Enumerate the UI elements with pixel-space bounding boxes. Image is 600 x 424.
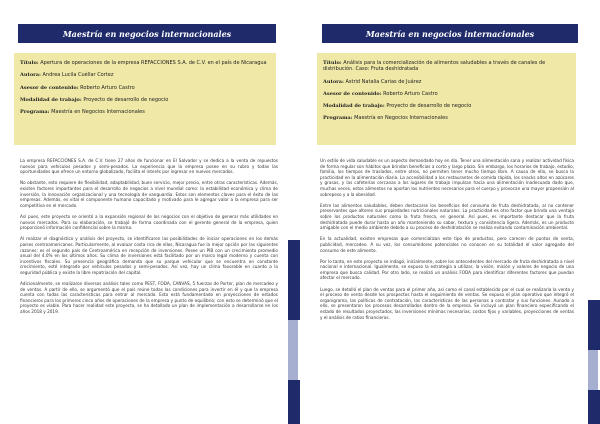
paragraph: La empresa REFACCIONES S.A. de C.V. tiene 27 años de funcionar en El Salvador y se dedica a la venta de repuestos nuevos para vehículos pesados y semi-pesados. La experiencia que la empresa posee en su rubro y todas las oportunidades que ofrece un entorno globalizado, facilita el interés por ingresar en nuevos mercados. [20,158,278,175]
decorative-bar [588,300,600,350]
paragraph: Adicionalmente, se realizaron diversos análisis tales como PEST, FODA, CANVAS, 5 fuerzas de Porter, plan de mercadeo y de ventas. A partir de ello, se argumentó que el país reúne todas las condiciones para invertir en él y que la empresa cuenta con todas las características para entrar al mercado. Esto está fundamentado en proyecciones de estados financieros para los primeros cinco años de operaciones de la empresa y punto de equilibrio; con esto se determinó que el proyecto es viable. Para hacer realidad este proyecto, se ha detallado un plan de implementación a desarrollarse en los años 2018 y 2019. [20,281,278,315]
decorative-bar [588,350,598,390]
meta-program: Programa: Maestría en Negocios Internacionales [323,115,448,122]
paragraph: Un estilo de vida saludable es un aspecto demandado hoy en día. Tener una alimentación sana y realizar actividad física de forma regular son hábitos que brindan beneficios a corto y largo plazo. Sin embargo, los horarios de trabajo, estudio, familia, los tiempos de traslados, entre otros, no permiten tener mucho tiempo libre. A causa de ello, se busca la practicidad en la alimentación diaria. La accesibilidad a los restaurantes de comida rápida, los snacks altos en azúcares y grasas, y las cafeterías cercanas a los lugares de trabajo impulsan hacia una alimentación inadecuada dado que, muchas veces, estos alimentos no aportan los nutrientes necesarios para el cuerpo y provocan una mayor propensión al sobrepeso y a la obesidad. [320,158,574,197]
meta-title: Título: Apertura de operaciones de la empresa REFACCIONES S.A. de C.V. en el país de Nicaragua [20,60,267,66]
meta-program: Programa: Maestría en Negocios Internacionales [20,109,145,116]
page-banner: Maestría en negocios internacionales [18,24,276,43]
meta-title: Título: Análisis para la comercialización de alimentos saludables a través de canales de distribución. Caso: Fruta deshidratada [323,60,546,73]
paragraph: Por lo tanto, en este proyecto se indagó, inicialmente, sobre los antecedentes del mercado de fruta deshidratada a nivel nacional e internacional. Igualmente, se expuso la estrategia a utilizar, la visión, misión y valores de negocio de una empresa que busca calidad. Por otro lado, se realizó un análisis FODA para identificar diferentes factores que puedan afectar el mercado. [320,258,574,281]
abstract-body [20,158,278,320]
meta-advisor: Asesor de contenido: Roberto Arturo Castro [20,84,135,91]
decorative-bar [288,380,300,424]
metadata-box [14,53,276,145]
decorative-bar [288,320,298,380]
paragraph: No obstante, esto requiere de flexibilidad, adaptabilidad, buen servicio, mejor precio, entre otras características. Además, existen factores importantes para el desarrollo de negocios a nivel mundial como: la estabilidad económica y clima de inversión, la innovación organizacional y una tecnología de vanguardia. Estos son elementos claves para el éxito de las empresas. Además, es vital el componente humano capacitado y motivado para le agregar valor a la empresa para ser competitiva en el mercado. [20,180,278,208]
page-banner: Maestría en negocios internacionales [322,24,578,43]
meta-modality: Modalidad de trabajo: Proyecto de desarrollo de negocio [20,96,169,103]
paragraph: Así pues, este proyecto se orientó a la expansión regional de los negocios con el objetivo de generar más utilidades en nuevos mercados. Para su elaboración, se trabajó de forma coordinada con el gerente general de la empresa, quien proporcionó información confidencial sobre la misma. [20,213,278,231]
right-page [300,0,600,424]
abstract-body [320,158,574,326]
meta-author: Autora: Andrea Lucila Cuéllar Cortez [20,72,114,79]
decorative-bar [288,240,300,320]
paragraph: Entre los alimentos saludables, deben destacarse los beneficios del consumo de fruta deshidratada, al no contener preservantes que alteren sus propiedades nutricionales naturales. La practicidad es otro factor que brinda una ventaja sobre los productos naturales como la fruta fresca, en general. Así pues, es importante destacar que la fruta deshidratada puede durar hasta un año manteniendo su sabor, textura y consistencia ligera. Además, es un producto amigable con el medio ambiente debido a su proceso de deshidratación se realiza evitando contaminación ambiental. [320,202,574,231]
meta-modality: Modalidad de trabajo: Proyecto de desarrollo de negocio [323,103,472,110]
paragraph: En la actualidad, existen empresas que comercializan este tipo de productos, pero carecen de puntos de venta, publicidad, mercadeo. A su vez, los consumidores potenciales no conocen en su totalidad el valor agregado del consumo de este alimento. [320,236,574,253]
meta-author: Autora: Astrid Natalia Carias de Juárez [323,78,422,85]
decorative-bar [588,390,600,424]
meta-advisor: Asesor de contenido: Roberto Arturo Castro [323,90,438,97]
paragraph: Al realizar el diagnóstico y análisis del proyecto, se identificaron las posibilidades de iniciar operaciones en los demás países centroamericanos. Particularmente, al evaluar costa rica de ellos, Nicaragua fue la mejor opción por las siguientes razones: es el segundo país de Centroamérica en recepción de inversiones. Posee un PIB con un crecimiento promedio anual del 4.0% en los últimos años. Su clima de inversiones está facilitado por un marco legal moderno y cuenta con incentivos fiscales. Su presencia geográfica demanda que su parque vehicular que se encuentra en constante crecimiento, esté integrado por vehículos pesados y semi-pesados. Así vez, hay un clima favorable en cuanto a la seguridad pública y existe la libre repatriación del capital. [20,236,278,275]
paragraph: Luego, se detalló el plan de ventas para el primer año, así como el canal establecido por el cual se realizaría la venta y el proceso de venta desde los prospectos hasta el seguimiento de ventas. Se expuso el plan operativo que integró el organigrama, las políticas de contratación, las características de las personas a contratar y sus funciones. Aunado a ello, se presentaron los procesos desarrollados dentro de la empresa. Se incluyó un plan financiero especificando el estado de resultados proyectados, las inversiones mínimas necesarias, costos fijos y variables, proyecciones de ventas y el análisis de ratios financieros. [320,286,574,320]
metadata-box [317,53,576,145]
